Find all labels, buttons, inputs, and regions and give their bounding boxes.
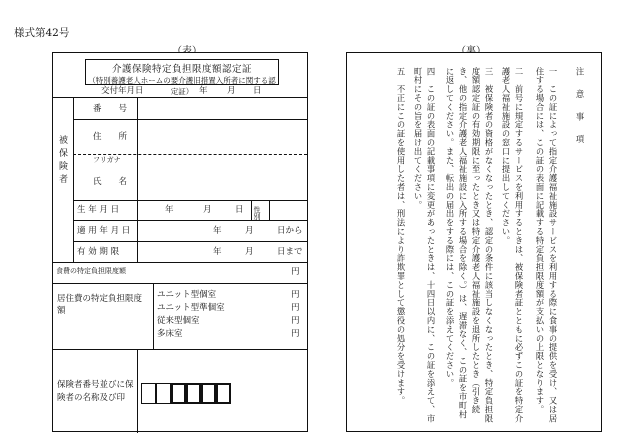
insurer-number-digit-4 — [186, 383, 201, 404]
room-type-unit-private: ユニット型個室 — [157, 290, 217, 300]
note-item-3: 三 被保険者の資格がなくなったとき、認定の条件に該当しなくなったとき、特定負担限度額認定証の有効期限に至ったとき又は特定介護老人福祉施設を退所したとき（引き続き、他の指定介護老人福祉施設に入所する場合を除く。）は、遅滞なく、この証を市町村に返してください。また、転出の届出をする際には、この証を添えてください。 — [445, 67, 494, 423]
insurer-number-digit-2 — [156, 383, 171, 404]
insurer-number-digit-6 — [216, 383, 231, 404]
certificate-front — [52, 52, 308, 432]
applied-month: 月 — [245, 226, 254, 236]
room-type-multi-bed: 多床室 — [157, 329, 183, 339]
issue-year: 年 — [199, 86, 208, 96]
address-label: 住 所 — [93, 132, 128, 142]
residence-limit-label: 居住費の特定負担限度額 — [57, 294, 143, 316]
yen-1: 円 — [291, 290, 300, 300]
issue-month: 月 — [227, 86, 236, 96]
food-yen: 円 — [291, 267, 300, 277]
insurer-label: 保険者番号並びに保険者の名称及び印 — [57, 380, 134, 403]
certificate-title: 介護保険特定負担限度額認定証 — [111, 64, 252, 75]
applied-from: 日から — [277, 226, 303, 236]
room-type-conventional-private: 従来型個室 — [157, 316, 200, 326]
valid-until-label: 有 効 期 限 — [77, 247, 120, 257]
yen-4: 円 — [291, 329, 300, 339]
yen-2: 円 — [291, 303, 300, 313]
note-item-2: 二 前号に規定するサービスを利用するときは、被保険者証とともに必ずこの証を特定介護老人福祉施設の窓口に提出してください。 — [501, 67, 524, 423]
food-limit-label: 食費の特定負担限度額 — [56, 267, 126, 275]
birth-day: 日 — [235, 205, 244, 215]
note-item-1: 一 この証によって指定介護福祉施設サービスを利用する際に食事の提供を受け、又は居住する場合には、この証の表面に記載する特定負担限度額が支払いの上限となります。 — [535, 67, 558, 423]
valid-month: 月 — [245, 247, 254, 257]
number-label: 番 号 — [93, 104, 128, 114]
valid-until: 日まで — [277, 247, 303, 257]
yen-3: 円 — [291, 316, 300, 326]
sex-label: 性別 — [253, 206, 261, 220]
birth-month: 月 — [203, 205, 212, 215]
applied-year: 年 — [213, 226, 222, 236]
certificate-subtitle: （特別養護老人ホームの要介護旧措置入所者に関する認定証） — [88, 76, 276, 96]
valid-year: 年 — [213, 247, 222, 257]
insurer-number-digit-3 — [171, 383, 186, 404]
insured-person-label: 被保険者 — [57, 135, 67, 187]
note-item-5: 五 不正にこの証を使用した者は、刑法により詐欺罪として懲役の処分を受けます。 — [396, 67, 406, 406]
applied-date-label: 適 用 年 月 日 — [77, 226, 131, 236]
name-label: 氏 名 — [93, 177, 128, 187]
room-type-unit-semi-private: ユニット型準個室 — [157, 303, 225, 313]
issue-date-label: 交付年月日 — [101, 86, 144, 96]
insurer-number-digit-1 — [141, 383, 156, 404]
insurer-number-digit-5 — [201, 383, 216, 404]
birth-year: 年 — [165, 205, 174, 215]
furigana-label: フリガナ — [93, 156, 121, 164]
note-item-4: 四 この証の表面の記載事項に変更があったときは、十四日以内に、この証を添えて、市町村にその旨を届け出てください。 — [413, 67, 436, 423]
notes-heading: 注 意 事 項 — [575, 67, 585, 147]
certificate-back — [346, 52, 602, 432]
form-number: 様式第42号 — [14, 27, 70, 39]
issue-day: 日 — [253, 86, 262, 96]
birth-date-label: 生 年 月 日 — [77, 205, 120, 215]
